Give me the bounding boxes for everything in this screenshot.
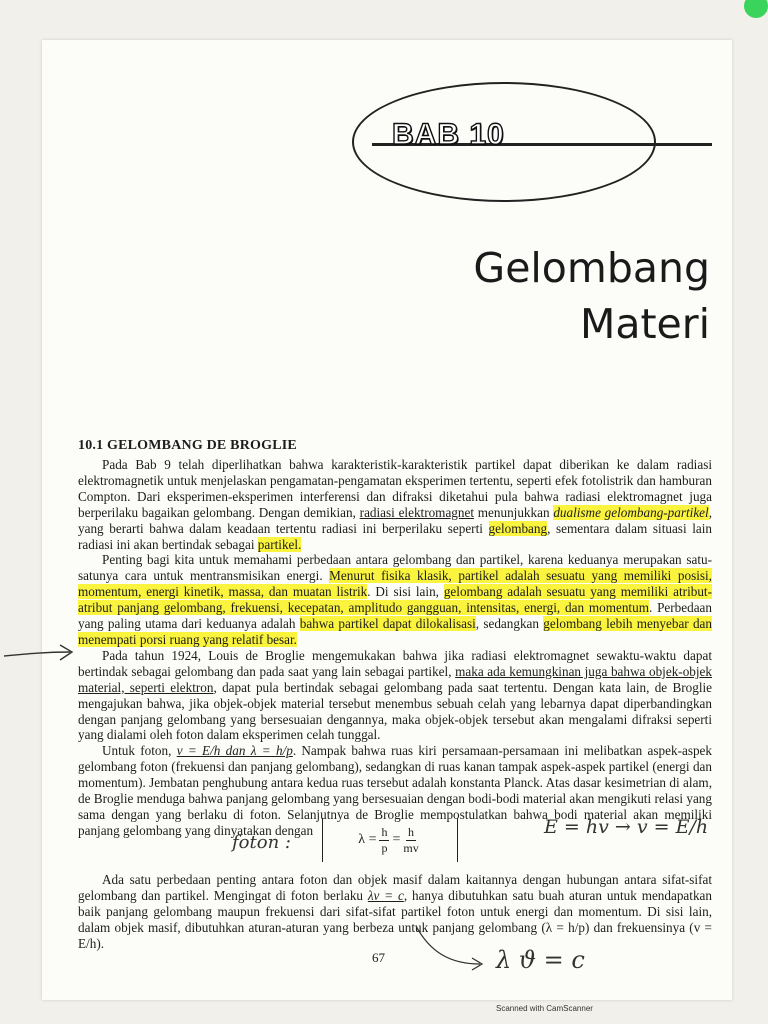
section-heading: 10.1 GELOMBANG DE BROGLIE	[78, 438, 297, 453]
text-run: . Nampak bahwa ruas kiri persamaan-persamaan ini melibatkan aspek-aspek gelombang foton (frekuensi dan panjang gelombang), sedangkan di ruas kanan tampak aspek-aspek partikel (energi dan momentum). Jembatan penghubung antara kedua ruas tersebut adalah konstanta Planck. Atas dasar kesimetrian di alam, de Broglie menduga bahwa panjang gelombang yang bersesuaian dengan bodi-bodi material akan mengikuti relasi yang sama dengan yang berlaku di foton. Selanjutnya de Broglie mempostulatkan bahwa bodi material akan memiliki panjang gelombang yang dinyatakan dengan	[78, 743, 712, 838]
scanner-watermark: Scanned with CamScanner	[496, 1004, 593, 1013]
equals-sign: =	[392, 832, 401, 847]
highlighted-text: gelombang	[488, 520, 548, 536]
denominator: p	[381, 840, 388, 855]
underlined-formula: λv = c	[367, 887, 404, 903]
underlined-text: maka ada kemungkinan juga bahwa objek-objek material, seperti elektron	[78, 663, 712, 695]
de-broglie-equation	[322, 818, 458, 862]
underlined-formula: v = E/h dan λ = h/p	[176, 743, 293, 759]
numerator: h	[381, 824, 388, 839]
handwritten-energy-note: E = hv → v = E/h	[544, 816, 709, 838]
equation-lhs: λ =	[358, 832, 377, 847]
highlighted-text: gelombang adalah sesuatu yang memiliki atribut-atribut panjang gelombang, frekuensi, kecepatan, amplitudo gangguan, intensitas, energi, dan momentum	[78, 584, 712, 616]
numerator: h	[408, 824, 415, 839]
chapter-title	[473, 240, 710, 352]
chapter-title-line-1: Gelombang	[473, 244, 710, 292]
highlighted-text: gelombang lebih menyebar dan menempati porsi ruang yang relatif besar.	[78, 616, 712, 647]
paragraph-5	[78, 872, 712, 952]
text-run: . Perbedaan yang paling utama dari keduanya adalah	[78, 600, 712, 632]
paragraph-3	[78, 648, 712, 743]
text-run: , sementara dalam situasi lain radiasi ini akan bertindak sebagai	[78, 520, 712, 552]
handwritten-arrow-icon	[0, 640, 80, 670]
chapter-label: BAB 10	[392, 118, 505, 151]
text-run: Pada tahun 1924, Louis de Broglie mengemukakan bahwa jika radiasi elektromagnet sewaktu-waktu dapat bertindak sebagai gelombang dan pada saat yang lain sebagai partikel,	[78, 647, 712, 679]
body-text-continued	[78, 872, 712, 952]
denominator: mv	[403, 840, 419, 855]
highlighted-text: dualisme gelombang-partikel	[553, 504, 709, 520]
highlighted-text: bahwa partikel dapat dilokalisasi	[299, 616, 476, 632]
handwritten-foton-note: foton :	[232, 832, 291, 853]
fraction-h-over-p	[379, 825, 389, 856]
text-run: Ada satu perbedaan penting antara foton dan objek masif dalam kaitannya dengan hubungan antara sifat-sifat gelombang dan partikel. Mengingat di foton berlaku	[78, 872, 712, 903]
chapter-title-line-2: Materi	[579, 300, 710, 348]
fraction-h-over-mv	[403, 825, 418, 856]
text-run: , hanya dibutuhkan satu buah aturan untuk mendapatkan baik panjang gelombang maupun frekuensi dari sifat-sifat partikel foton untuk energi dan momentum. Di sisi lain, dalam objek masif, dibutuhkan aturan-aturan yang berbeza untuk panjang gelombang (λ = h/p) dan frekuensinya (v = E/h).	[78, 887, 712, 951]
highlighted-text: partikel.	[257, 536, 302, 552]
text-run: , dapat pula bertindak sebagai gelombang pada saat tertentu. Dengan kata lain, de Broglie mengajukan bahwa, jika objek-objek material tersebut menembus sebuah celah yang lebarnya dapat diperbandingkan dengan panjang gelombang yang bersesuaian dengannya, maka objek-objek tersebut akan mengalami difraksi seperti yang dialami oleh foton dalam eksperimen celah tunggal.	[78, 679, 713, 743]
handwritten-curve-arrow-icon	[410, 922, 490, 972]
handwritten-lambda-note: λ ϑ = c	[496, 946, 585, 974]
page-number: 67	[372, 950, 385, 965]
text-run: . Di sisi lain,	[367, 584, 444, 600]
text-run: Pada Bab 9 telah diperlihatkan bahwa karakteristik-karakteristik partikel dapat diberikan ke dalam radiasi elektromagnetik untuk menjelaskan pengamatan-pengamatan eksperimen tertentu, seperti efek fotolistrik dan hamburan Compton. Dari eksperimen-eksperimen interferensi dan difraksi diketahui pula bahwa radiasi elektromagnet juga berperilaku bagaikan gelombang. Dengan demikian,	[78, 457, 712, 520]
highlighted-text: Menurut fisika klasik, partikel adalah sesuatu yang memiliki posisi, momentum, energi kinetik, massa, dan muatan listrik	[78, 568, 712, 600]
underlined-text: radiasi elektromagnet	[359, 504, 475, 520]
text-run: menunjukkan	[474, 504, 554, 520]
body-text	[78, 457, 712, 839]
text-run: , sedangkan	[475, 616, 544, 632]
paragraph-2	[78, 552, 712, 647]
text-run: , yang berarti bahwa dalam keadaan tertentu radiasi ini berperilaku seperti	[78, 504, 712, 536]
text-run: Penting bagi kita untuk memahami perbedaan antara gelombang dan partikel, karena keduanya merupakan satu-satunya cara untuk mentransmisikan energi.	[78, 552, 712, 584]
corner-indicator	[744, 0, 768, 18]
paragraph-1	[78, 457, 712, 552]
text-run: Untuk foton,	[102, 743, 177, 759]
